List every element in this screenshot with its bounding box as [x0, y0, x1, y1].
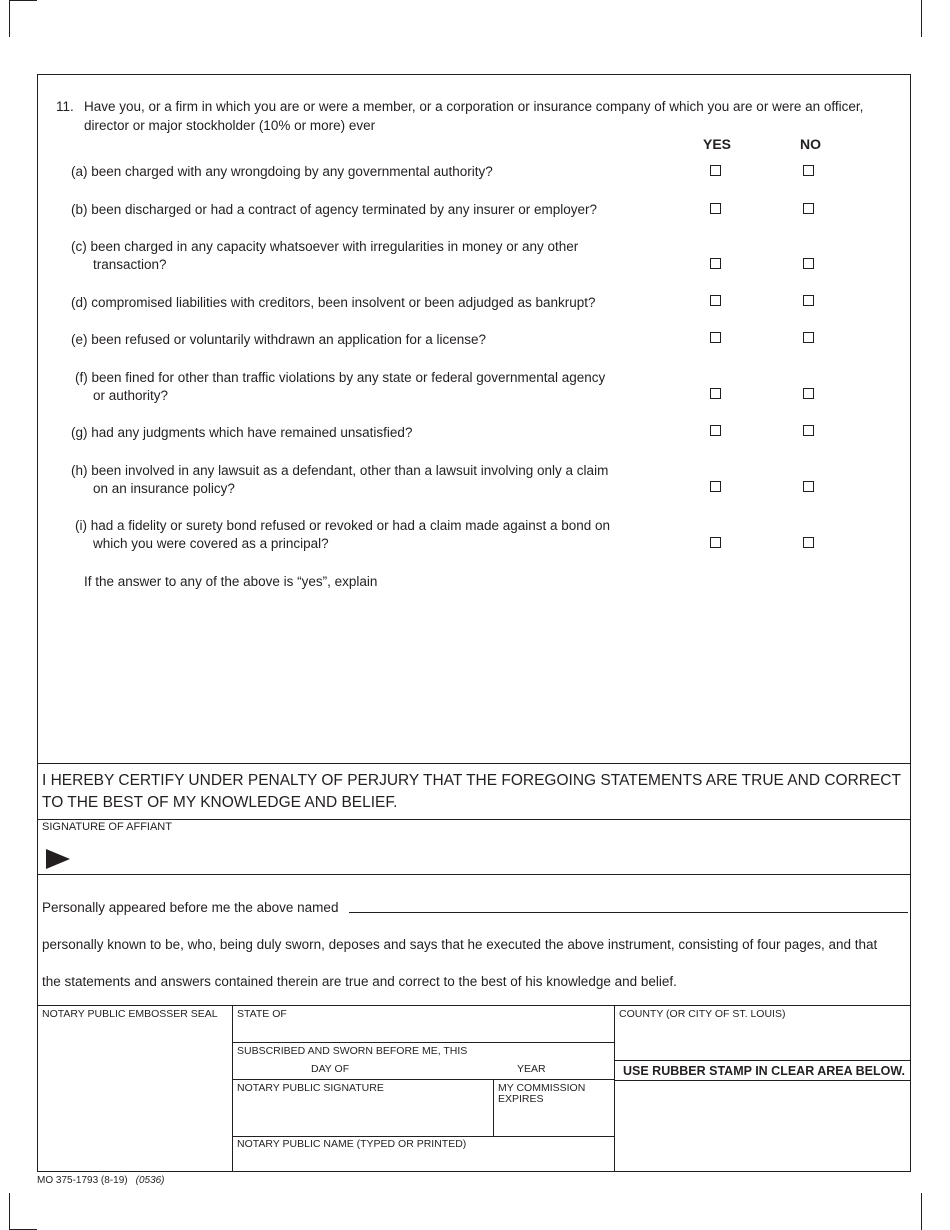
certification-statement: I HEREBY CERTIFY UNDER PENALTY OF PERJURY THAT THE FOREGOING STATEMENTS ARE TRUE AND CORRECT TO THE BEST OF MY KNOWLEDGE AND BELIEF.: [42, 772, 901, 811]
question-item-text: (c) been charged in any capacity whatsoever with irregularities in money or any other: [71, 239, 579, 254]
affidavit-line-3: the statements and answers contained therein are true and correct to the best of his knowledge and belief.: [42, 974, 677, 989]
question-item-h: [71, 462, 637, 498]
question-item-continuation: on an insurance policy?: [93, 481, 235, 496]
subscribed-bottom-rule: [232, 1079, 614, 1080]
crop-mark-bl-v: [9, 1193, 10, 1230]
question-item-f: [75, 369, 637, 405]
form-footer: [37, 1175, 165, 1186]
day-of-label: DAY OF: [311, 1063, 350, 1075]
commission-label-line-1: MY COMMISSION: [498, 1082, 586, 1094]
question-item-continuation: which you were covered as a principal?: [93, 536, 329, 551]
checkbox-no-a[interactable]: [803, 165, 814, 176]
affidavit-line-1: Personally appeared before me the above named: [42, 900, 339, 915]
affiant-name-blank[interactable]: [349, 912, 908, 913]
signature-bottom-rule-notary: [232, 1136, 614, 1137]
crop-mark-tl-v: [9, 0, 10, 37]
question-item-c: [71, 238, 637, 274]
notary-divider-1: [232, 1005, 233, 1172]
certification-top-rule: [37, 763, 911, 764]
checkbox-yes-d[interactable]: [710, 295, 721, 306]
checkbox-yes-b[interactable]: [710, 203, 721, 214]
checkbox-no-f[interactable]: [803, 388, 814, 399]
checkbox-yes-e[interactable]: [710, 332, 721, 343]
question-item-text: (f) been fined for other than traffic violations by any state or federal governmental agency: [75, 370, 606, 385]
question-item-text: (g) had any judgments which have remained unsatisfied?: [71, 425, 413, 440]
explain-label: If the answer to any of the above is “yes”, explain: [84, 574, 378, 589]
crop-mark-tr-v: [921, 0, 922, 37]
notary-seal-label: NOTARY PUBLIC EMBOSSER SEAL: [42, 1008, 218, 1020]
checkbox-no-d[interactable]: [803, 295, 814, 306]
checkbox-no-g[interactable]: [803, 425, 814, 436]
question-intro: [48, 97, 908, 135]
notary-table-top-rule: [37, 1005, 911, 1006]
notary-divider-3: [493, 1079, 494, 1136]
question-item-d: [71, 294, 637, 312]
signature-of-affiant-label: SIGNATURE OF AFFIANT: [42, 821, 172, 833]
sign-here-arrow-icon: [46, 849, 70, 869]
checkbox-yes-f[interactable]: [710, 388, 721, 399]
question-item-text: (e) been refused or voluntarily withdrawn an application for a license?: [71, 332, 486, 347]
question-item-text: (b) been discharged or had a contract of agency terminated by any insurer or employer?: [71, 202, 598, 217]
state-bottom-rule: [232, 1042, 614, 1043]
checkbox-no-i[interactable]: [803, 537, 814, 548]
question-item-continuation: or authority?: [93, 388, 169, 403]
state-of-label: STATE OF: [237, 1008, 287, 1020]
crop-mark-br-v: [921, 1193, 922, 1230]
notary-signature-label: NOTARY PUBLIC SIGNATURE: [237, 1082, 384, 1094]
notary-divider-2: [614, 1005, 615, 1172]
commission-label-line-2: EXPIRES: [498, 1093, 544, 1105]
commission-expires-label: [498, 1083, 585, 1105]
form-code: (0536): [135, 1175, 165, 1186]
question-item-i: [75, 517, 637, 553]
checkbox-no-c[interactable]: [803, 258, 814, 269]
question-item-text: (i) had a fidelity or surety bond refused or revoked or had a claim made against a bond on: [75, 518, 611, 533]
signature-top-rule: [37, 819, 911, 820]
checkbox-no-e[interactable]: [803, 332, 814, 343]
question-item-continuation: transaction?: [93, 257, 167, 272]
question-item-text: (h) been involved in any lawsuit as a defendant, other than a lawsuit involving only a claim: [71, 463, 609, 478]
rubber-stamp-note: USE RUBBER STAMP IN CLEAR AREA BELOW.: [623, 1064, 905, 1078]
checkbox-yes-i[interactable]: [710, 537, 721, 548]
county-label: COUNTY (OR CITY OF ST. LOUIS): [619, 1008, 786, 1020]
affidavit-line-2: personally known to be, who, being duly sworn, deposes and says that he executed the above instrument, consisting of four pages, and that: [42, 937, 878, 952]
checkbox-no-h[interactable]: [803, 481, 814, 492]
question-item-e: [71, 331, 637, 349]
form-number: MO 375-1793 (8-19): [37, 1175, 128, 1186]
signature-bottom-rule: [37, 874, 911, 875]
question-item-g: [71, 424, 637, 442]
no-column-header: NO: [800, 136, 821, 152]
question-item-text: (a) been charged with any wrongdoing by any governmental authority?: [71, 164, 493, 179]
question-item-text: (d) compromised liabilities with creditors, been insolvent or been adjudged as bankrupt?: [71, 295, 596, 310]
question-item-a: [71, 163, 637, 181]
notary-name-label: NOTARY PUBLIC NAME (TYPED OR PRINTED): [237, 1138, 467, 1150]
checkbox-yes-h[interactable]: [710, 481, 721, 492]
question-number: 11.: [56, 99, 74, 114]
checkbox-yes-a[interactable]: [710, 165, 721, 176]
stamp-note-bottom-rule: [614, 1080, 911, 1081]
county-bottom-rule: [614, 1060, 911, 1061]
year-label: YEAR: [517, 1063, 546, 1075]
checkbox-yes-g[interactable]: [710, 425, 721, 436]
question-item-b: [71, 201, 637, 219]
yes-column-header: YES: [703, 136, 732, 152]
subscribed-label: SUBSCRIBED AND SWORN BEFORE ME, THIS: [237, 1045, 468, 1057]
checkbox-yes-c[interactable]: [710, 258, 721, 269]
question-intro-text: Have you, or a firm in which you are or were a member, or a corporation or insurance company of which you are or were an officer, director or major stockholder (10% or more) ever: [84, 99, 864, 133]
crop-mark-tl-h: [9, 0, 37, 1]
checkbox-no-b[interactable]: [803, 203, 814, 214]
